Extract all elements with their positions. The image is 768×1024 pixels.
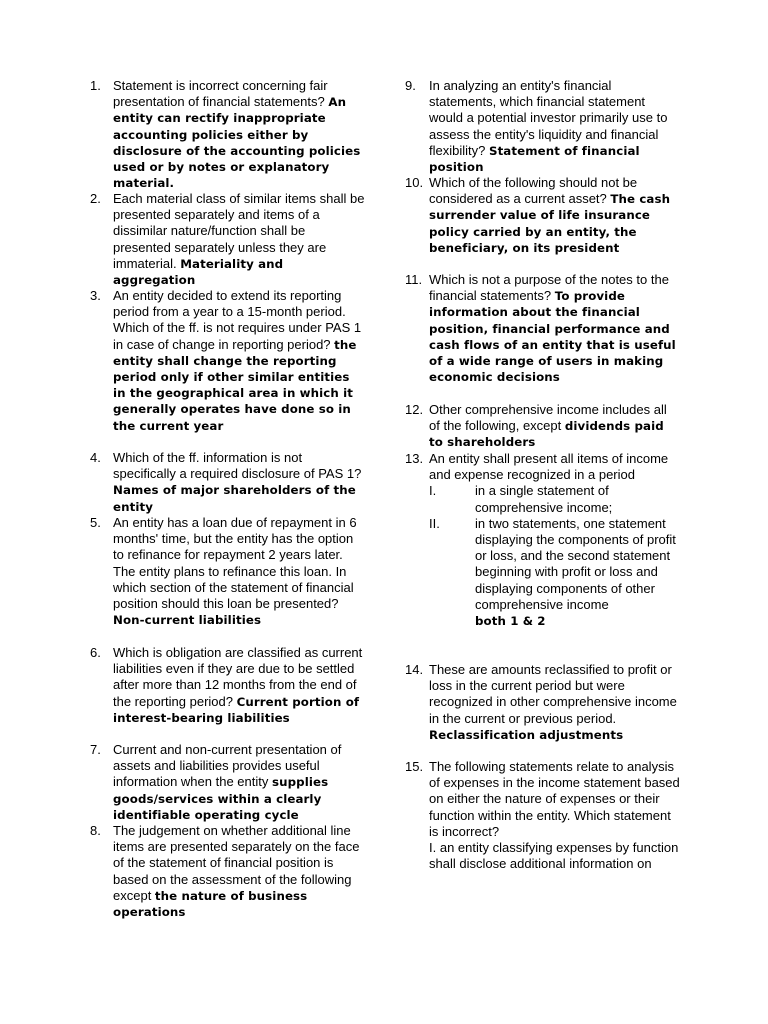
question-text: Statement is incorrect concerning fair presentation of financial statements? [113, 78, 329, 110]
option-1 [429, 483, 680, 515]
question-13 [405, 451, 680, 662]
question-text: Which is obligation are classified as current liabilities even if they are due to be settled after more than 12 months from the end of the reporting period? [113, 645, 363, 709]
answer-text: Materiality and aggregation [113, 256, 284, 288]
question-text: An entity decided to extend its reporting period from a year to a 15-month period. Which of the ff. is not requires under PAS 1 in case of change in reporting period? [113, 288, 362, 352]
answer-text: Non-current liabilities [113, 613, 262, 628]
option-text: in a single statement of comprehensive income; [475, 483, 613, 515]
answer-text: Statement of financial position [429, 143, 640, 175]
question-11 [405, 272, 680, 402]
option-2 [429, 516, 680, 613]
question-text: An entity has a loan due of repayment in 6 months' time, but the entity has the option to refinance for repayment 2 years later. The entity plans to refinance this loan. In which section of the statement of financial position should this loan be presented? [113, 515, 357, 612]
question-15 [405, 759, 680, 872]
question-12 [405, 402, 680, 451]
question-text: The following statements relate to analysis of expenses in the income statement based on either the nature of expenses or their function within the entity. Which statement is incorrect? [429, 759, 680, 839]
answer-text: supplies goods/services within a clearly identifiable operating cycle [113, 775, 329, 822]
question-2 [90, 191, 365, 288]
answer-text: Current portion of interest-bearing liabilities [113, 694, 360, 725]
question-number: 10. [405, 175, 424, 190]
question-text: In analyzing an entity's financial statements, which financial statement would a potential investor primarily use to assess the entity's liquidity and financial flexibility? [429, 78, 668, 158]
question-6 [90, 645, 365, 742]
answer-text: An entity can rectify inappropriate accounting policies either by disclosure of the accounting policies used or by notes or explanatory material. [113, 95, 361, 191]
question-3 [90, 288, 365, 450]
question-text: Which of the following should not be considered as a current asset? [429, 175, 638, 207]
question-number: 13. [405, 451, 424, 466]
answer-text: The cash surrender value of life insurance policy carried by an entity, the beneficiary, on its president [429, 192, 671, 255]
question-number: 5. [90, 515, 101, 530]
question-10 [405, 175, 680, 272]
question-number: 3. [90, 288, 101, 303]
question-text: Each material class of similar items shall be presented separately and items of a dissimilar nature/function shall be presented separately unless they are immaterial. [113, 191, 365, 271]
option-numeral: II. [429, 515, 440, 531]
option-text: in two statements, one statement displaying the components of profit or loss, and the second statement beginning with profit or loss and displaying components of other comprehensive income [475, 515, 676, 612]
question-number: 11. [405, 272, 423, 287]
question-14 [405, 662, 680, 759]
question-text: Which of the ff. information is not specifically a required disclosure of PAS 1? [113, 450, 362, 482]
answer-text: both 1 & 2 [475, 614, 546, 629]
right-column [405, 78, 680, 872]
question-text: The judgement on whether additional line items are presented separately on the face of the statement of financial position is based on the assessment of the following except [113, 823, 360, 903]
question-text: Current and non-current presentation of assets and liabilities provides useful information when the entity [113, 742, 342, 790]
question-number: 15. [405, 759, 424, 774]
question-number: 1. [90, 78, 101, 93]
question-number: 12. [405, 402, 424, 417]
question-number: 7. [90, 742, 101, 757]
question-number: 2. [90, 191, 101, 206]
question-text: These are amounts reclassified to profit or loss in the current period but were recognized in other comprehensive income in the current or previous period. [429, 662, 677, 726]
answer-text: Names of major shareholders of the entity [113, 483, 356, 514]
question-number: 4. [90, 450, 101, 465]
question-9 [405, 78, 680, 175]
question-7 [90, 742, 365, 823]
answer-text: To provide information about the financial position, financial performance and cash flows of an entity that is useful of a wide range of users in making economic decisions [429, 289, 676, 385]
question-4 [90, 450, 365, 515]
question-number: 6. [90, 645, 101, 660]
question-8 [90, 823, 365, 923]
question-text: Other comprehensive income includes all of the following, except [429, 402, 667, 434]
question-5 [90, 515, 365, 645]
answer-text: the nature of business operations [113, 888, 308, 920]
answer-text: dividends paid to shareholders [429, 419, 664, 450]
question-number: 14. [405, 662, 424, 677]
question-continuation: I. an entity classifying expenses by function shall disclose additional information on [429, 840, 679, 872]
question-text: Which is not a purpose of the notes to the financial statements? [429, 272, 669, 304]
question-number: 8. [90, 823, 101, 838]
question-number: 9. [405, 78, 416, 93]
question-1 [90, 78, 365, 191]
left-column [90, 78, 365, 923]
answer-text: Reclassification adjustments [429, 727, 624, 742]
option-numeral: I. [429, 483, 437, 499]
answer-text: the entity shall change the reporting period only if other similar entities in the geographical area in which it generally operates have done so in the current year [113, 337, 357, 433]
answer-line [429, 613, 680, 629]
question-text: An entity shall present all items of income and expense recognized in a period [429, 451, 669, 483]
